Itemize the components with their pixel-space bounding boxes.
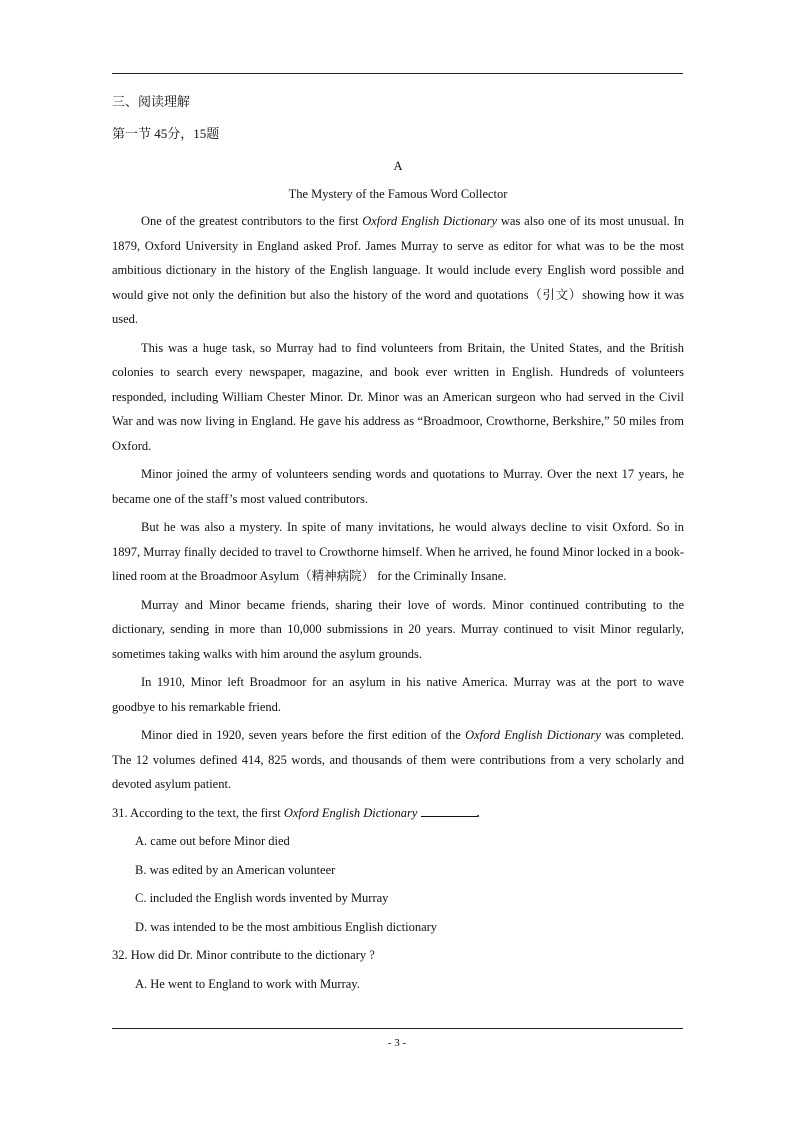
- question-32-stem: 32. How did Dr. Minor contribute to the dictionary ?: [112, 948, 375, 962]
- paragraph-3: Minor joined the army of volunteers sending words and quotations to Murray. Over the next 17 years, he became one of the staff’s most valued contributors.: [112, 467, 684, 506]
- paragraph-4: But he was also a mystery. In spite of many invitations, he would always decline to visit Oxford. So in 1897, Murray finally decided to travel to Crowthorne himself. When he arrived, he found Minor locked in a book-lined room at the Broadmoor Asylum（精神病院） for the Criminally Insane.: [112, 520, 684, 583]
- question-31-stem: 31. According to the text, the first Oxford English Dictionary .: [112, 805, 480, 820]
- question-31-option-a: A. came out before Minor died: [135, 834, 290, 848]
- question-31-option-c: C. included the English words invented by Murray: [135, 891, 389, 905]
- question-31-option-b: B. was edited by an American volunteer: [135, 862, 336, 877]
- paragraph-2: This was a huge task, so Murray had to find volunteers from Britain, the United States, and the British colonies to search every newspaper, magazine, and book ever written in English. Hundreds of volunteers responded, including William Chester Minor. Dr. Minor was an American surgeon who had served in the Civil War and was now living in England. He gave his address as “Broadmoor, Crowthorne, Berkshire,” 50 miles from Oxford.: [112, 340, 684, 453]
- page-number: - 3 -: [387, 1037, 407, 1049]
- question-31-option-d: D. was intended to be the most ambitious English dictionary: [135, 919, 438, 934]
- paragraph-6: In 1910, Minor left Broadmoor for an asylum in his native America. Murray was at the port to wave goodbye to his remarkable friend.: [112, 675, 684, 714]
- passage-title: The Mystery of the Famous Word Collector: [288, 187, 508, 201]
- question-32-option-a: A. He went to England to work with Murray.: [135, 976, 360, 991]
- section-title: 三、阅读理解: [112, 94, 191, 109]
- paragraph-5: Murray and Minor became friends, sharing their love of words. Minor continued contributing to the dictionary, sending in more than 10,000 submissions in 20 years. Murray continued to visit Minor regularly, sometimes taking walks with him around the asylum grounds.: [112, 597, 684, 661]
- answer-blank: [421, 805, 477, 817]
- page-content: [112, 93, 684, 1000]
- paragraph-7: Minor died in 1920, seven years before the first edition of the Oxford English Dictionary was completed. The 12 volumes defined 414, 825 words, and thousands of them were contributions from a very scholarly and devoted asylum patient.: [112, 728, 684, 791]
- header-rule: [112, 73, 683, 74]
- section-subtitle: 第一节 45分，15题: [112, 126, 220, 141]
- passage-letter: A: [393, 159, 403, 173]
- paragraph-1: One of the greatest contributors to the first Oxford English Dictionary was also one of its most unusual. In 1879, Oxford University in England asked Prof. James Murray to serve as editor for what was to be the most ambitious dictionary in the history of the English language. It would include every English word possible and would give not only the definition but also the history of the word and quotations（引文）showing how it was used.: [112, 214, 684, 326]
- footer-rule: [112, 1028, 683, 1029]
